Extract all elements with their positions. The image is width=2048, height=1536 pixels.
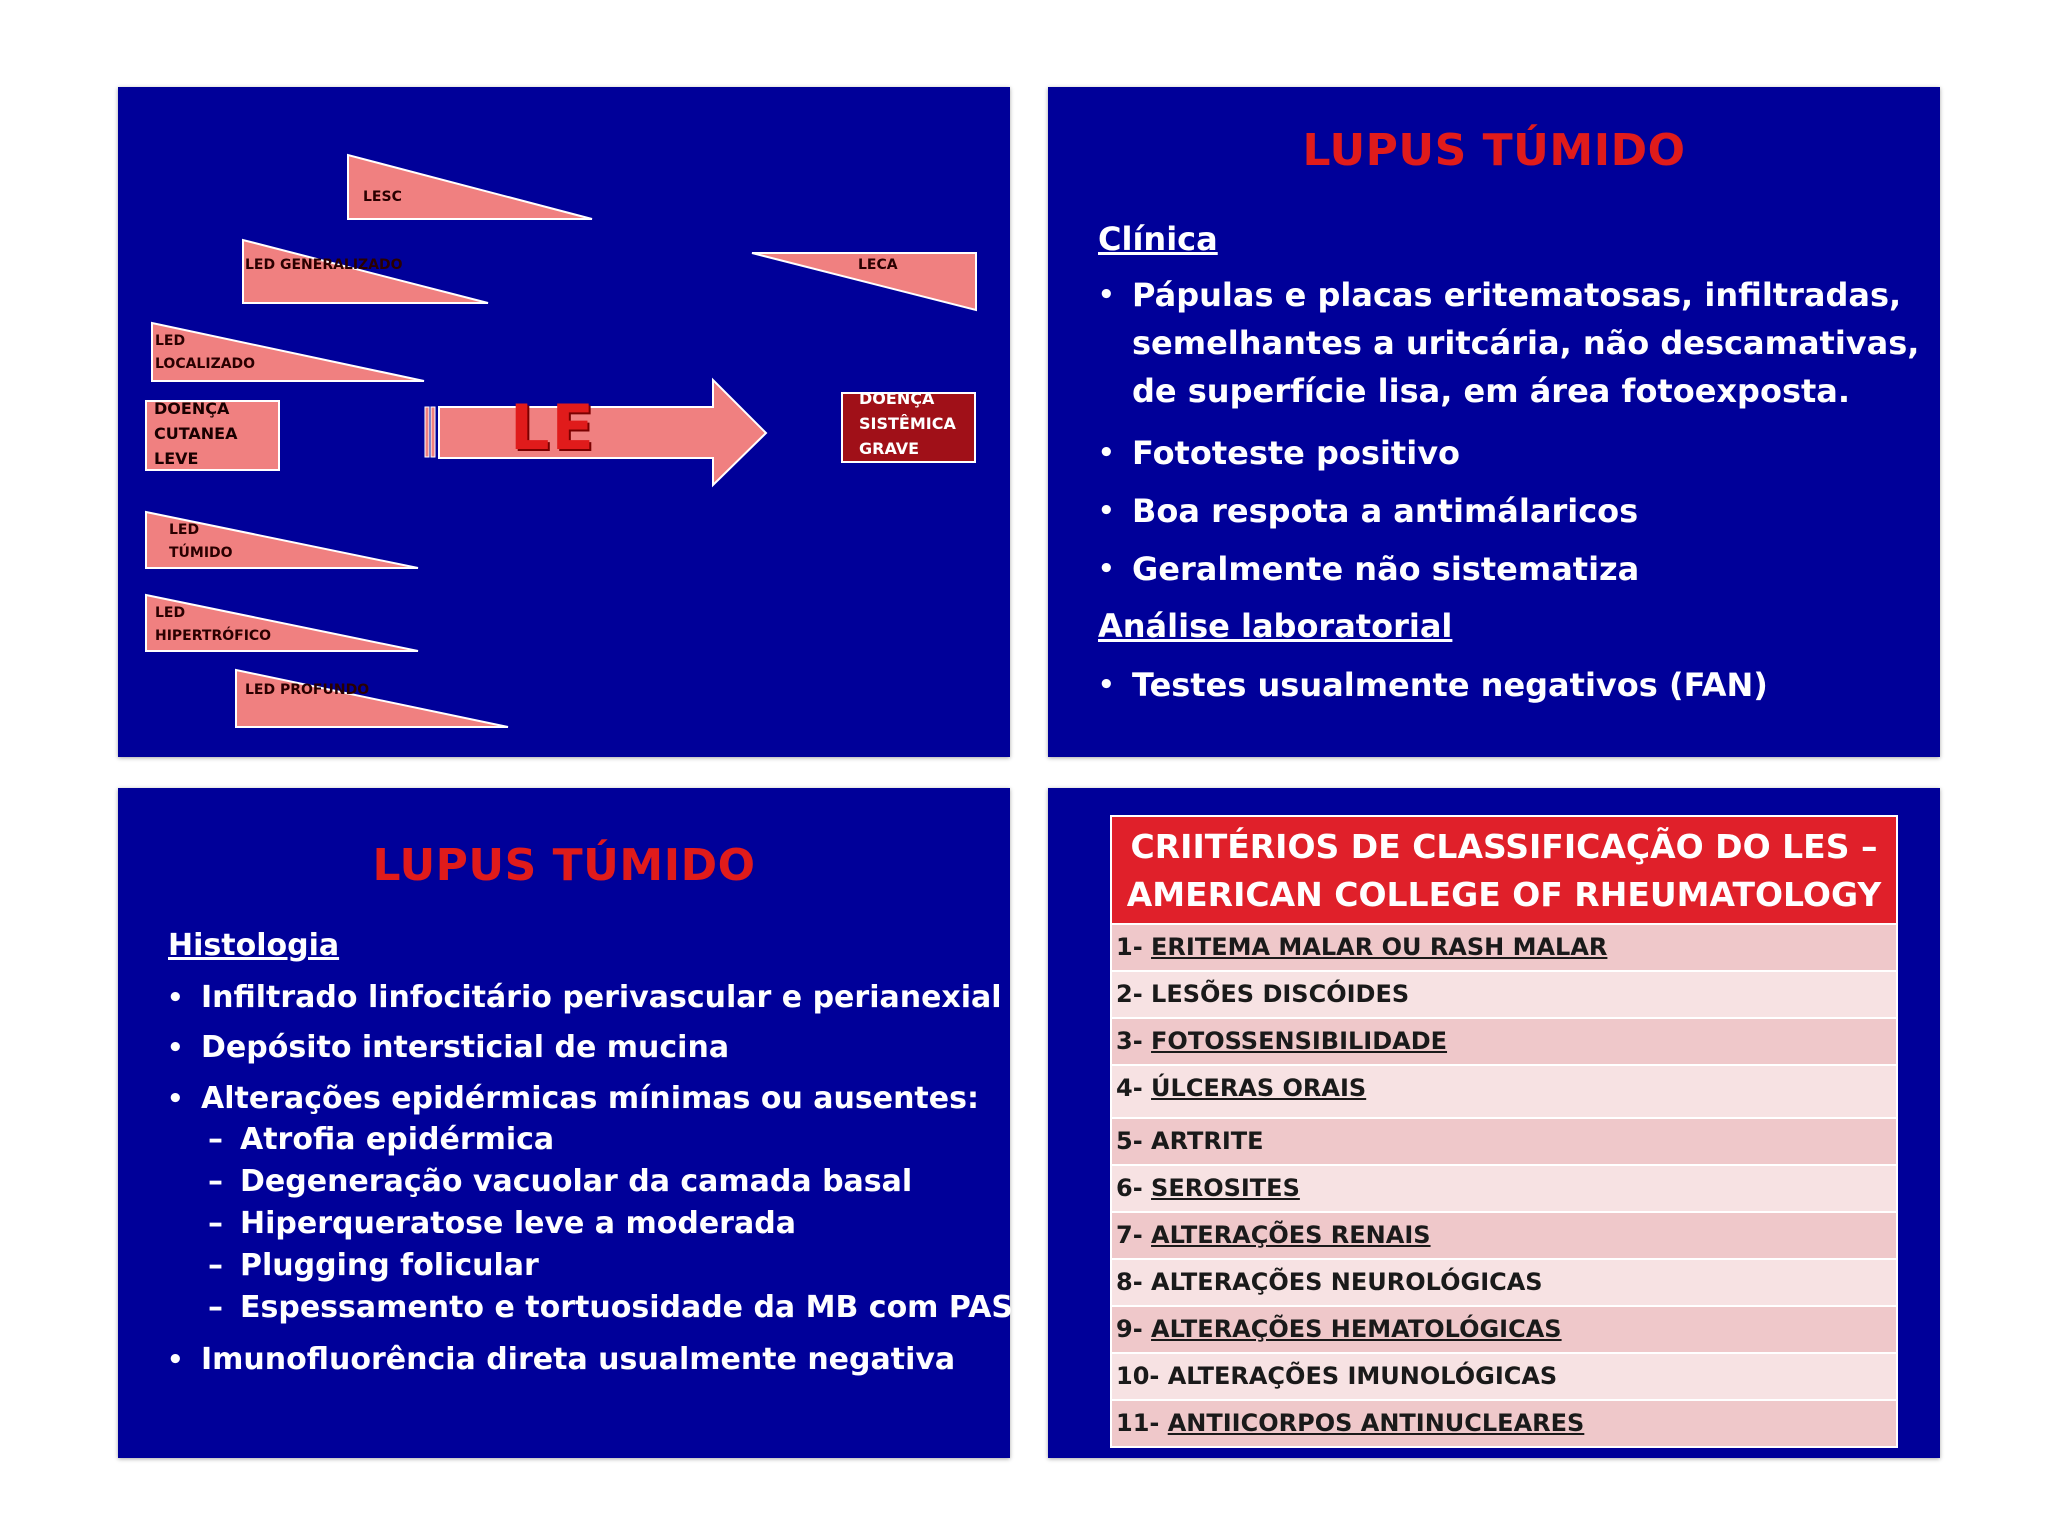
bullet-dot: • xyxy=(1098,554,1115,584)
big-arrow xyxy=(439,380,766,485)
section-analise-laboratorial: Análise laboratorial xyxy=(1098,607,1453,645)
label-doenca-sistemica-grave: DOENÇA SISTÊMICA GRAVE xyxy=(859,389,956,458)
bullet-clinica-3: • Boa respota a antimálaricos xyxy=(1132,487,1638,535)
sub-item-2: – Degeneração vacuolar da camada basal xyxy=(208,1164,913,1199)
sub-item-4: – Plugging folicular xyxy=(208,1248,539,1283)
slide-title: LUPUS TÚMIDO xyxy=(1302,125,1686,176)
table-row: 7- ALTERAÇÕES RENAIS xyxy=(1112,1211,1896,1258)
bullet-dot: • xyxy=(167,1084,184,1114)
bullet-dot: • xyxy=(1098,670,1115,700)
criteria-table-header: CRIITÉRIOS DE CLASSIFICAÇÃO DO LES – AMERICAN COLLEGE OF RHEUMATOLOGY xyxy=(1112,817,1896,923)
table-row: 4- ÚLCERAS ORAIS xyxy=(1112,1064,1896,1117)
table-row: 11- ANTIICORPOS ANTINUCLEARES xyxy=(1112,1399,1896,1446)
table-row: 10- ALTERAÇÕES IMUNOLÓGICAS xyxy=(1112,1352,1896,1399)
bullet-dot: • xyxy=(1098,280,1115,310)
table-row: 5- ARTRITE xyxy=(1112,1117,1896,1164)
slide-title: LUPUS TÚMIDO xyxy=(372,840,756,891)
label-led-localizado: LED LOCALIZADO xyxy=(155,333,256,372)
sub-item-5: – Espessamento e tortuosidade da MB com PAS xyxy=(208,1290,1013,1325)
bullet-dot: • xyxy=(167,1345,184,1375)
bullet-clinica-1: • Pápulas e placas eritematosas, infiltradas, semelhantes a uritcária, não descamativas, de superfície lisa, em área fotoexposta. xyxy=(1132,271,1922,415)
bullet-dot: • xyxy=(167,983,184,1013)
arrow-tail-bar2 xyxy=(431,407,435,457)
table-row: 1- ERITEMA MALAR OU RASH MALAR xyxy=(1112,923,1896,970)
bullet-clinica-4: • Geralmente não sistematiza xyxy=(1132,545,1639,593)
table-row: 6- SEROSITES xyxy=(1112,1164,1896,1211)
criteria-table xyxy=(1110,815,1898,1448)
label-leca: LECA xyxy=(858,257,898,273)
bullet-laboratorial-1: • Testes usualmente negativos (FAN) xyxy=(1132,661,1768,709)
table-row: 3- FOTOSSENSIBILIDADE xyxy=(1112,1017,1896,1064)
bullet-histologia-3: • Alterações epidérmicas mínimas ou ausentes: xyxy=(201,1075,979,1123)
bullet-histologia-2: • Depósito intersticial de mucina xyxy=(201,1024,729,1072)
bullet-histologia-1: • Infiltrado linfocitário perivascular e perianexial xyxy=(201,974,1002,1022)
bullet-dot: • xyxy=(167,1033,184,1063)
sub-item-1: – Atrofia epidérmica xyxy=(208,1122,555,1157)
slide-le-spectrum-diagram xyxy=(118,87,1010,757)
slide-lupus-tumido-histologia xyxy=(118,788,1013,1458)
label-led-generalizado: LED GENERALIZADO xyxy=(245,257,403,273)
le-center-label: LE xyxy=(510,391,596,464)
arrow-tail-bar1 xyxy=(425,407,429,457)
slide-lupus-tumido-clinica xyxy=(1048,87,1940,757)
bullet-clinica-2: • Fototeste positivo xyxy=(1132,429,1460,477)
table-row: 8- ALTERAÇÕES NEUROLÓGICAS xyxy=(1112,1258,1896,1305)
label-lesc: LESC xyxy=(363,189,402,205)
sub-item-3: – Hiperqueratose leve a moderada xyxy=(208,1206,796,1241)
bullet-dot: • xyxy=(1098,496,1115,526)
slide-criterios-les xyxy=(1048,788,1940,1458)
section-histologia: Histologia xyxy=(168,928,340,963)
label-led-hipertrofico: LED HIPERTRÓFICO xyxy=(155,605,272,644)
bullet-dot: • xyxy=(1098,438,1115,468)
bullet-histologia-4: • Imunofluorência direta usualmente negativa xyxy=(201,1336,955,1384)
table-row: 2- LESÕES DISCÓIDES xyxy=(1112,970,1896,1017)
label-doenca-cutanea-leve: DOENÇA CUTANEA LEVE xyxy=(154,399,238,468)
label-led-profundo: LED PROFUNDO xyxy=(245,682,370,698)
section-clinica: Clínica xyxy=(1098,220,1218,258)
label-led-tumido: LED TÚMIDO xyxy=(169,522,233,561)
table-row: 9- ALTERAÇÕES HEMATOLÓGICAS xyxy=(1112,1305,1896,1352)
